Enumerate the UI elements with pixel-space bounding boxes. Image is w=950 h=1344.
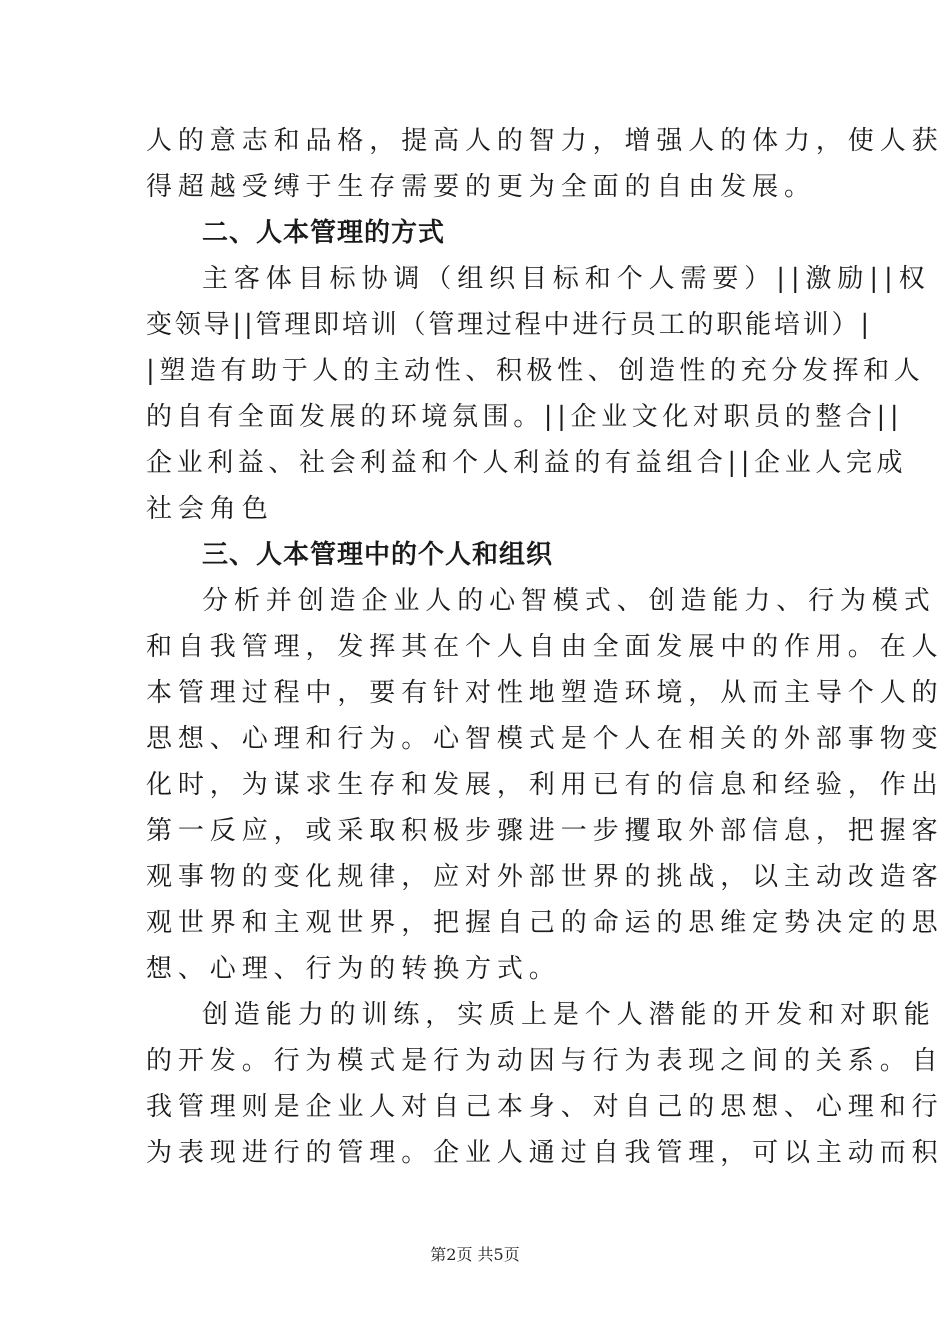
body-line: 第一反应，或采取积极步骤进一步攫取外部信息，把握客 (146, 816, 944, 846)
page-number-footer: 第2页 共5页 (430, 1245, 520, 1264)
body-line: 为表现进行的管理。企业人通过自我管理，可以主动而积 (146, 1138, 944, 1168)
body-line: 思想、心理和行为。心智模式是个人在相关的外部事物变 (146, 724, 944, 754)
body-line: |塑造有助于人的主动性、积极性、创造性的充分发挥和人 (146, 356, 925, 386)
body-line: 企业利益、社会利益和个人利益的有益组合||企业人完成 (146, 448, 908, 478)
body-line: 的自有全面发展的环境氛围。||企业文化对职员的整合|| (146, 402, 904, 432)
body-line: 创造能力的训练，实质上是个人潜能的开发和对职能 (202, 1000, 936, 1030)
body-line: 得超越受缚于生存需要的更为全面的自由发展。 (146, 172, 816, 202)
body-line: 我管理则是企业人对自己本身、对自己的思想、心理和行 (146, 1092, 944, 1122)
body-line: 主客体目标协调（组织目标和个人需要）||激励||权 (202, 264, 931, 294)
section-heading: 三、人本管理中的个人和组织 (202, 540, 554, 570)
document-body (146, 118, 944, 1176)
body-line: 本管理过程中，要有针对性地塑造环境，从而主导个人的 (146, 678, 944, 708)
body-line: 观世界和主观世界，把握自己的命运的思维定势决定的思 (146, 908, 944, 938)
body-line: 观事物的变化规律，应对外部世界的挑战，以主动改造客 (146, 862, 944, 892)
body-line: 变领导||管理即培训（管理过程中进行员工的职能培训）| (146, 310, 872, 340)
body-line: 人的意志和品格，提高人的智力，增强人的体力，使人获 (146, 126, 944, 156)
section-heading: 二、人本管理的方式 (202, 218, 446, 248)
body-line: 的开发。行为模式是行为动因与行为表现之间的关系。自 (146, 1046, 944, 1076)
body-line: 和自我管理，发挥其在个人自由全面发展中的作用。在人 (146, 632, 944, 662)
body-line: 社会角色 (146, 494, 274, 524)
body-line: 化时，为谋求生存和发展，利用已有的信息和经验，作出 (146, 770, 944, 800)
body-line: 分析并创造企业人的心智模式、创造能力、行为模式 (202, 586, 936, 616)
body-line: 想、心理、行为的转换方式。 (146, 954, 561, 984)
